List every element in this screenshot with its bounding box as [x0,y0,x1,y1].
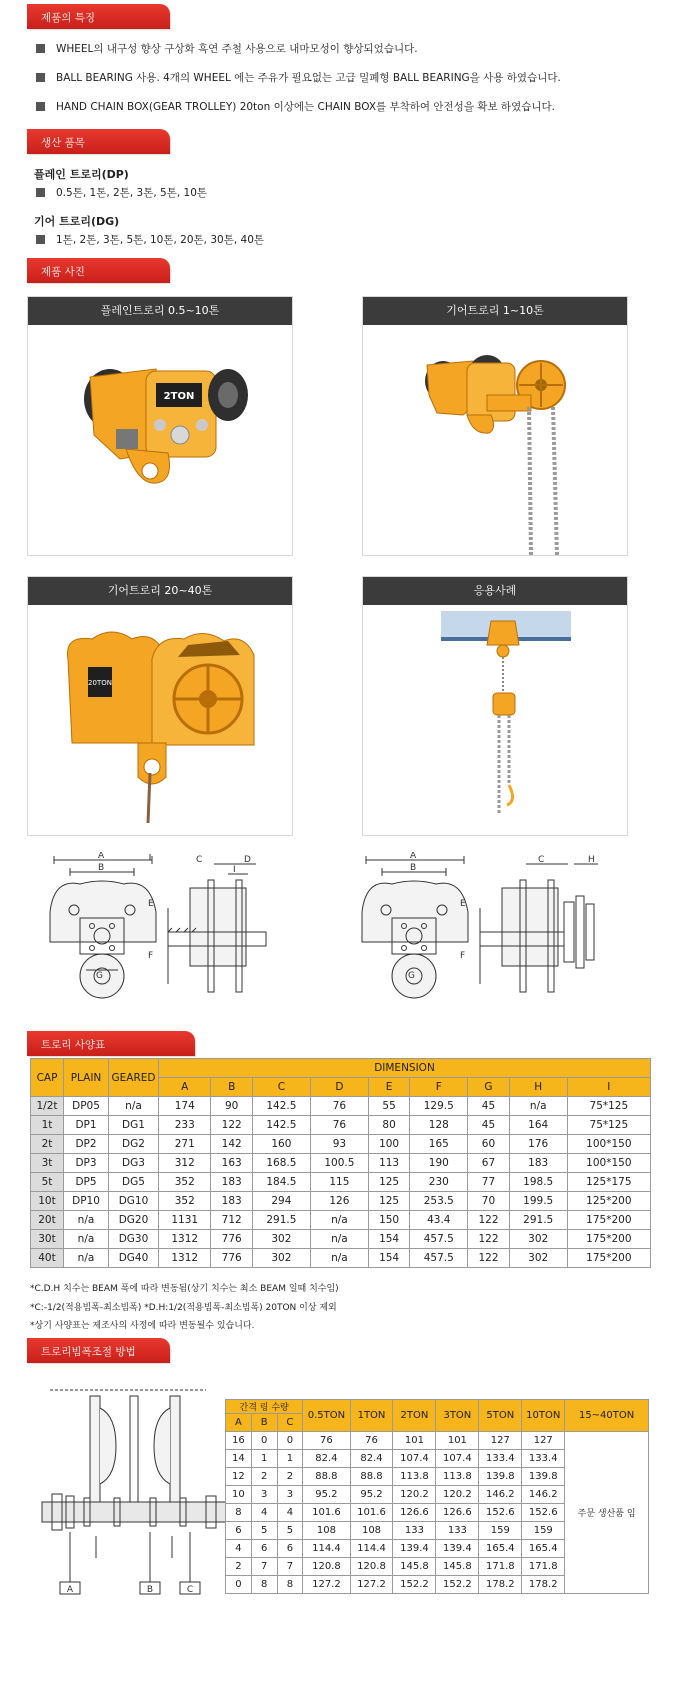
table-cell: DG10 [109,1192,159,1211]
table-cell: 45 [468,1097,509,1116]
table-cell: 122 [211,1116,252,1135]
table-row [226,1432,649,1450]
table-cell: 302 [509,1230,567,1249]
table-cell: 129.5 [410,1097,468,1116]
svg-text:H: H [588,855,595,865]
table-cell: n/a [310,1230,368,1249]
svg-text:E: E [148,899,154,909]
table-cell: n/a [64,1211,109,1230]
table-cell: 0 [226,1576,252,1594]
col-plain: PLAIN [64,1059,109,1097]
svg-text:I: I [233,865,236,875]
table-cell: DP05 [64,1097,109,1116]
table-cell: DG40 [109,1249,159,1268]
table-cell: 139.8 [522,1468,565,1486]
table-cell: 101 [393,1432,436,1450]
table-cell: 125*175 [567,1173,650,1192]
table-cell: 0 [277,1432,303,1450]
table-row [31,1173,651,1192]
svg-text:B: B [410,863,417,873]
table-cell: DG30 [109,1230,159,1249]
table-cell: 88.8 [350,1468,393,1486]
table-cell: 163 [211,1154,252,1173]
table-cell: 101 [436,1432,479,1450]
col-dim: F [410,1078,468,1097]
table-cell: 128 [410,1116,468,1135]
table-cell: 184.5 [252,1173,310,1192]
table-row [31,1135,651,1154]
table-cell: 122 [468,1249,509,1268]
table-cell: 146.2 [479,1486,522,1504]
svg-text:2TON: 2TON [163,391,195,402]
table-row [31,1230,651,1249]
photo-application [362,576,628,836]
table-cell: 3 [277,1486,303,1504]
table-cell: 43.4 [410,1211,468,1230]
table-cell: DG2 [109,1135,159,1154]
table-cell: 291.5 [509,1211,567,1230]
table-cell: n/a [509,1097,567,1116]
table-cell: 108 [303,1522,350,1540]
svg-text:C: C [186,1585,194,1595]
svg-text:B: B [98,863,105,873]
col-dim: D [310,1078,368,1097]
table-cell: 127 [479,1432,522,1450]
table-cell: 4 [277,1504,303,1522]
table-row [31,1154,651,1173]
table-cell: 139.4 [393,1540,436,1558]
table-cell: 126.6 [393,1504,436,1522]
table-cell: 133 [393,1522,436,1540]
table-cell: 90 [211,1097,252,1116]
table-cell: DP5 [64,1173,109,1192]
table-cell: DG1 [109,1116,159,1135]
table-cell: 95.2 [303,1486,350,1504]
order-note: 주문 생산품 임 [565,1432,649,1594]
table-cell: 175*200 [567,1211,650,1230]
table-cell: 183 [509,1154,567,1173]
col-ton-large: 15~40TON [565,1400,649,1432]
table-cell: n/a [64,1249,109,1268]
table-cell: 120.2 [436,1486,479,1504]
plain-trolley-drawing [40,852,320,1022]
table-cell: 291.5 [252,1211,310,1230]
table-cell: 133.4 [522,1450,565,1468]
table-cell: 183 [211,1173,252,1192]
table-cell: 142 [211,1135,252,1154]
svg-text:A: A [410,852,417,861]
svg-text:E: E [460,899,466,909]
table-cell: 6 [251,1540,277,1558]
bullet-icon [36,44,45,53]
table-cell: 271 [159,1135,211,1154]
table-cell: 159 [522,1522,565,1540]
table-cell: 100*150 [567,1154,650,1173]
table-cell: 2 [251,1468,277,1486]
table-cell: 82.4 [303,1450,350,1468]
table-cell: 76 [350,1432,393,1450]
table-cell: 253.5 [410,1192,468,1211]
table-cell: 133 [436,1522,479,1540]
col-ton: 1TON [350,1400,393,1432]
svg-text:20TON: 20TON [88,679,112,687]
table-cell: 120.2 [393,1486,436,1504]
col-ton: 0.5TON [303,1400,350,1432]
col-ton: 2TON [393,1400,436,1432]
application-image [363,605,627,835]
table-cell: 174 [159,1097,211,1116]
table-cell: 88.8 [303,1468,350,1486]
spec-note: *상기 사양표는 제조사의 사정에 따라 변동될수 있습니다. [30,1321,255,1331]
photo-title: 플레인트로리 0.5~10톤 [28,297,292,325]
table-cell: 175*200 [567,1230,650,1249]
svg-text:C: C [538,855,545,865]
svg-text:F: F [460,951,466,961]
table-cell: 82.4 [350,1450,393,1468]
table-cell: 352 [159,1173,211,1192]
table-cell: 76 [310,1116,368,1135]
feature-item: BALL BEARING 사용. 4개의 WHEEL 에는 주유가 필요없는 고급 밀폐형 BALL BEARING을 사용 하였습니다. [36,70,561,85]
table-cell: 352 [159,1192,211,1211]
table-cell: 4 [226,1540,252,1558]
table-cell: 7 [277,1558,303,1576]
svg-text:F: F [148,951,154,961]
table-cell: 45 [468,1116,509,1135]
table-cell: 125 [368,1192,409,1211]
table-cell: 233 [159,1116,211,1135]
table-cell: 127 [522,1432,565,1450]
table-cell: 165.4 [479,1540,522,1558]
table-cell: 40t [31,1249,64,1268]
table-cell: 115 [310,1173,368,1192]
table-cell: 113.8 [436,1468,479,1486]
table-cell: 80 [368,1116,409,1135]
table-cell: 95.2 [350,1486,393,1504]
gear-trolley-title: 기어 트로리(DG) [34,215,120,228]
spec-table [30,1058,651,1268]
bullet-icon [36,235,45,244]
table-cell: 55 [368,1097,409,1116]
table-cell: 312 [159,1154,211,1173]
table-cell: 2t [31,1135,64,1154]
table-cell: 3 [251,1486,277,1504]
feature-item: WHEEL의 내구성 향상 구상화 흑연 주철 사용으로 내마모성이 향상되었습니다. [36,41,418,56]
col-dim: B [211,1078,252,1097]
table-row [31,1211,651,1230]
table-cell: 75*125 [567,1116,650,1135]
table-cell: 7 [251,1558,277,1576]
spec-note: *C:-1/2(적용빔폭-최소빔폭) *D.H:1/2(적용빔폭-최소빔폭) 20TON 이상 제외 [30,1303,337,1313]
table-cell: 125 [368,1173,409,1192]
table-cell: 8 [251,1576,277,1594]
table-cell: 5 [277,1522,303,1540]
photo-gear-trolley-large [27,576,293,836]
col-ton: 3TON [436,1400,479,1432]
section-tab-photos: 제품 사진 [27,258,170,283]
table-cell: 145.8 [436,1558,479,1576]
table-cell: 5t [31,1173,64,1192]
table-cell: 1131 [159,1211,211,1230]
table-cell: 1 [251,1450,277,1468]
col-c: C [277,1414,303,1432]
table-cell: 101.6 [350,1504,393,1522]
col-dim: H [509,1078,567,1097]
table-cell: DP1 [64,1116,109,1135]
beam-adjust-drawing [30,1386,226,1596]
table-cell: 152.6 [479,1504,522,1522]
table-cell: 126 [310,1192,368,1211]
plain-trolley-items: 0.5톤, 1톤, 2톤, 3톤, 5톤, 10톤 [36,185,207,200]
table-cell: 30t [31,1230,64,1249]
table-cell: 178.2 [522,1576,565,1594]
col-ton: 10TON [522,1400,565,1432]
table-cell: 183 [211,1192,252,1211]
table-cell: 302 [252,1230,310,1249]
table-cell: 712 [211,1211,252,1230]
table-cell: 100 [368,1135,409,1154]
section-tab-products: 생산 품목 [27,129,170,154]
table-cell: 6 [277,1540,303,1558]
table-cell: 139.4 [436,1540,479,1558]
table-cell: DG5 [109,1173,159,1192]
table-cell: n/a [310,1211,368,1230]
table-cell: 198.5 [509,1173,567,1192]
col-ton: 5TON [479,1400,522,1432]
col-a: A [226,1414,252,1432]
table-row [31,1097,651,1116]
col-ring-qty: 간격 링 수량 [226,1400,303,1414]
table-cell: 108 [350,1522,393,1540]
table-cell: 302 [252,1249,310,1268]
table-cell: 14 [226,1450,252,1468]
table-cell: 175*200 [567,1249,650,1268]
table-cell: 1 [277,1450,303,1468]
table-cell: 76 [310,1097,368,1116]
table-cell: 230 [410,1173,468,1192]
table-cell: 5 [251,1522,277,1540]
table-cell: 145.8 [393,1558,436,1576]
table-cell: 16 [226,1432,252,1450]
table-cell: 0 [251,1432,277,1450]
table-cell: 93 [310,1135,368,1154]
table-cell: DG20 [109,1211,159,1230]
table-cell: 101.6 [303,1504,350,1522]
table-cell: 107.4 [393,1450,436,1468]
table-cell: 113.8 [393,1468,436,1486]
bullet-icon [36,73,45,82]
table-cell: 100.5 [310,1154,368,1173]
table-cell: 75*125 [567,1097,650,1116]
table-cell: 190 [410,1154,468,1173]
table-cell: 152.2 [393,1576,436,1594]
table-cell: DG3 [109,1154,159,1173]
table-cell: 154 [368,1230,409,1249]
table-cell: 1t [31,1116,64,1135]
bullet-icon [36,102,45,111]
table-cell: 302 [509,1249,567,1268]
table-cell: 160 [252,1135,310,1154]
photo-title: 기어트로리 1~10톤 [363,297,627,325]
table-cell: 126.6 [436,1504,479,1522]
table-cell: 178.2 [479,1576,522,1594]
table-cell: 127.2 [303,1576,350,1594]
table-cell: 142.5 [252,1097,310,1116]
plain-trolley-title: 플레인 트로리(DP) [34,168,129,181]
svg-text:A: A [98,852,105,861]
section-tab-adjust: 트로리빔폭조절 방법 [27,1338,170,1363]
table-cell: 20t [31,1211,64,1230]
table-cell: 154 [368,1249,409,1268]
col-dim: E [368,1078,409,1097]
col-dimension: DIMENSION [159,1059,651,1078]
table-cell: 152.6 [522,1504,565,1522]
table-cell: 164 [509,1116,567,1135]
col-dim: I [567,1078,650,1097]
gear-trolley-large-image [28,605,292,835]
svg-text:B: B [146,1585,154,1595]
table-cell: 171.8 [479,1558,522,1576]
table-cell: 1312 [159,1249,211,1268]
table-cell: 120.8 [350,1558,393,1576]
table-cell: 776 [211,1249,252,1268]
table-cell: 8 [277,1576,303,1594]
table-cell: 2 [277,1468,303,1486]
table-cell: 457.5 [410,1230,468,1249]
table-cell: 114.4 [303,1540,350,1558]
table-cell: 165.4 [522,1540,565,1558]
table-cell: 113 [368,1154,409,1173]
photo-title: 응용사례 [363,577,627,605]
gear-trolley-drawing [352,852,642,1022]
svg-text:C: C [196,855,203,865]
table-cell: 107.4 [436,1450,479,1468]
col-cap: CAP [31,1059,64,1097]
table-cell: 76 [303,1432,350,1450]
col-b: B [251,1414,277,1432]
table-cell: 8 [226,1504,252,1522]
table-cell: n/a [109,1097,159,1116]
table-cell: 457.5 [410,1249,468,1268]
table-row [31,1192,651,1211]
spec-note: *C.D.H 치수는 BEAM 폭에 따라 변동됨(상기 치수는 최소 BEAM 일때 치수임) [30,1284,339,1294]
table-cell: 1/2t [31,1097,64,1116]
table-cell: 168.5 [252,1154,310,1173]
table-cell: 60 [468,1135,509,1154]
table-cell: 114.4 [350,1540,393,1558]
table-cell: 122 [468,1230,509,1249]
table-cell: 67 [468,1154,509,1173]
section-tab-features: 제품의 특징 [27,4,170,29]
table-cell: 125*200 [567,1192,650,1211]
table-cell: 10 [226,1486,252,1504]
beam-adjust-table [225,1399,649,1594]
svg-text:G: G [408,971,415,981]
photo-plain-trolley [27,296,293,556]
table-cell: DP3 [64,1154,109,1173]
table-cell: 10t [31,1192,64,1211]
table-cell: 12 [226,1468,252,1486]
table-cell: n/a [310,1249,368,1268]
plain-trolley-image [28,325,292,555]
table-cell: 152.2 [436,1576,479,1594]
table-cell: DP10 [64,1192,109,1211]
section-tab-specs: 트로리 사양표 [27,1031,195,1056]
photo-title: 기어트로리 20~40톤 [28,577,292,605]
col-dim: A [159,1078,211,1097]
table-cell: 77 [468,1173,509,1192]
svg-text:G: G [96,971,103,981]
col-geared: GEARED [109,1059,159,1097]
table-cell: 3t [31,1154,64,1173]
svg-text:D: D [244,855,251,865]
gear-trolley-items: 1톤, 2톤, 3톤, 5톤, 10톤, 20톤, 30톤, 40톤 [36,232,264,247]
table-cell: 176 [509,1135,567,1154]
table-cell: 70 [468,1192,509,1211]
table-cell: 4 [251,1504,277,1522]
table-cell: 100*150 [567,1135,650,1154]
table-cell: 294 [252,1192,310,1211]
table-cell: 133.4 [479,1450,522,1468]
table-cell: 122 [468,1211,509,1230]
table-cell: 139.8 [479,1468,522,1486]
col-dim: G [468,1078,509,1097]
table-cell: 120.8 [303,1558,350,1576]
table-cell: 1312 [159,1230,211,1249]
feature-item: HAND CHAIN BOX(GEAR TROLLEY) 20ton 이상에는 CHAIN BOX를 부착하여 안전성을 확보 하였습니다. [36,99,555,114]
table-cell: 159 [479,1522,522,1540]
table-cell: 165 [410,1135,468,1154]
table-cell: DP2 [64,1135,109,1154]
table-cell: 776 [211,1230,252,1249]
table-cell: 150 [368,1211,409,1230]
bullet-icon [36,188,45,197]
table-cell: 171.8 [522,1558,565,1576]
table-row [31,1249,651,1268]
table-cell: 127.2 [350,1576,393,1594]
table-cell: 2 [226,1558,252,1576]
table-cell: 6 [226,1522,252,1540]
table-row [31,1116,651,1135]
table-cell: 199.5 [509,1192,567,1211]
gear-trolley-small-image [363,325,627,555]
table-cell: 142.5 [252,1116,310,1135]
table-cell: 146.2 [522,1486,565,1504]
photo-gear-trolley-small [362,296,628,556]
table-cell: n/a [64,1230,109,1249]
col-dim: C [252,1078,310,1097]
svg-text:A: A [66,1585,74,1595]
